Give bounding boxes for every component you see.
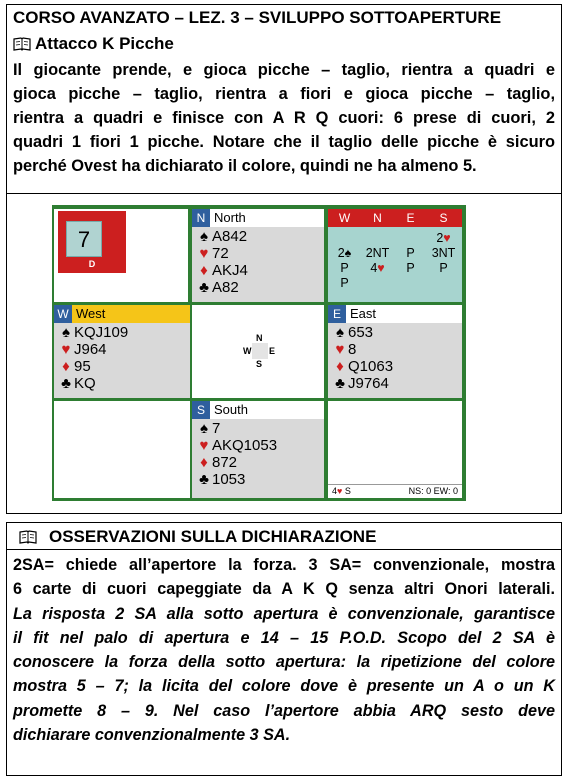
diamond-icon: ♦ [336, 358, 344, 375]
bidding-box [328, 209, 462, 302]
east-diamonds-cards: Q1063 [348, 358, 394, 375]
diamond-icon: ♦ [200, 262, 208, 279]
west-hand [54, 305, 190, 398]
result-cell [328, 401, 462, 498]
east-hand [328, 305, 462, 398]
lesson-title: CORSO AVANZATO – LEZ. 3 – SVILUPPO SOTTOAPERTURE [13, 8, 502, 27]
observation-line: mostra 5 – 7; la licita del colore dove è presente un A o un K [13, 677, 555, 696]
north-hearts [196, 245, 320, 262]
observation-line: promette 8 – 9. Nel caso l’apertore abbia ARQ sesto deve [13, 701, 555, 720]
bid-row-1 [328, 231, 462, 245]
west-diamonds [58, 358, 186, 375]
play-explanation [6, 56, 562, 194]
bid: P [340, 261, 349, 275]
lead-label: Attacco K Picche [35, 34, 174, 53]
bid-col-e: E [406, 211, 415, 225]
west-cards [54, 323, 190, 398]
heart-icon: ♥ [377, 261, 385, 275]
north-name: North [214, 210, 246, 225]
south-cards [192, 419, 324, 498]
east-name: East [350, 306, 377, 321]
bid: 2NT [365, 246, 390, 260]
heart-icon: ♥ [443, 231, 451, 245]
empty-corner [54, 401, 190, 498]
club-icon: ♣ [61, 375, 71, 392]
bid: P [406, 261, 415, 275]
bid-row-2 [328, 246, 462, 260]
north-cards [192, 227, 324, 302]
bid-col-n: N [373, 211, 382, 225]
east-diamonds [332, 358, 458, 375]
bid-row-3 [328, 261, 462, 275]
north-seat-badge: N [192, 209, 210, 227]
book-icon [13, 37, 31, 51]
book-icon [19, 530, 37, 544]
bid-level: 4 [370, 261, 378, 275]
bid-row-4 [328, 276, 462, 290]
observations-text [6, 550, 562, 776]
west-clubs [58, 375, 186, 392]
north-header [192, 209, 324, 227]
east-seat-badge: E [328, 305, 346, 323]
bid-col-s: S [439, 211, 448, 225]
table-compass [192, 305, 324, 398]
north-clubs-cards: A82 [212, 279, 239, 296]
vulnerability-indicator [58, 211, 126, 273]
south-clubs-cards: 1053 [212, 471, 246, 488]
south-hand [192, 401, 324, 498]
west-hearts-cards: J964 [74, 341, 107, 358]
west-name: West [76, 306, 106, 321]
south-diamonds-cards: 872 [212, 454, 238, 471]
result-bar [328, 484, 462, 498]
south-clubs [196, 471, 320, 488]
east-clubs [332, 375, 458, 392]
compass-e: E [269, 346, 276, 356]
bid: P [439, 261, 448, 275]
south-seat-badge: S [192, 401, 210, 419]
east-spades [332, 324, 458, 341]
observation-line: La risposta 2 SA alla sotto apertura è convenzionale, garantisce [13, 604, 555, 623]
observation-line: dichiarare convenzionalmente 3 SA. [13, 726, 291, 745]
club-icon: ♣ [335, 375, 345, 392]
north-diamonds-cards: AKJ4 [212, 262, 248, 279]
observation-line: conoscere la forza della sotto apertura: la ripetizione del colore [13, 653, 555, 672]
north-clubs [196, 279, 320, 296]
lesson-title-box [6, 4, 562, 32]
west-spades [58, 324, 186, 341]
east-header [328, 305, 462, 323]
bid [361, 261, 394, 275]
bid: 2♠ [337, 246, 352, 260]
compass-center [252, 343, 268, 359]
bid-col-w: W [338, 211, 351, 225]
explanation-line: perché Ovest ha dichiarato il colore, quindi ne ha almeno 5. [13, 157, 477, 175]
north-hand [192, 209, 324, 302]
south-header [192, 401, 324, 419]
club-icon: ♣ [199, 471, 209, 488]
north-hearts-cards: 72 [212, 245, 229, 262]
bid: P [340, 276, 349, 290]
west-spades-cards: KQJ109 [74, 324, 129, 341]
west-clubs-cards: KQ [74, 375, 96, 392]
north-diamonds [196, 262, 320, 279]
heart-icon: ♥ [335, 341, 345, 358]
spade-icon: ♠ [200, 420, 208, 437]
observation-line: 6 carte di cuori capeggiate da A K Q senza altri Onori laterali. [13, 580, 555, 599]
heart-icon: ♥ [337, 486, 343, 496]
observation-line: il fit nel palo di apertura e 14 – 15 P.O.D. Scopo del 2 SA è [13, 628, 555, 647]
diamond-icon: ♦ [62, 358, 70, 375]
south-hearts [196, 437, 320, 454]
bridge-board [52, 205, 466, 501]
spade-icon: ♠ [200, 228, 208, 245]
west-header [54, 305, 190, 323]
explanation-line: quadri 1 fiori 1 picche. Notare che il taglio delle picche è sicuro [13, 133, 555, 151]
east-spades-cards: 653 [348, 324, 374, 341]
observations-title: OSSERVAZIONI SULLA DICHIARAZIONE [49, 527, 377, 546]
final-contract [332, 486, 351, 496]
contract-level: 4 [332, 486, 338, 496]
score: NS: 0 EW: 0 [408, 486, 458, 496]
east-cards [328, 323, 462, 398]
bid: 3NT [431, 246, 456, 260]
declarer: S [344, 486, 351, 496]
east-hearts-cards: 8 [348, 341, 357, 358]
west-diamonds-cards: 95 [74, 358, 91, 375]
compass-s: S [256, 359, 263, 369]
south-name: South [214, 402, 248, 417]
club-icon: ♣ [199, 279, 209, 296]
explanation-line: rientra a quadri e finisce con A R Q cuori: 6 prese di cuori, 2 [13, 109, 555, 127]
north-spades [196, 228, 320, 245]
spade-icon: ♠ [344, 246, 352, 260]
board-number-cell [54, 209, 188, 302]
north-spades-cards: A842 [212, 228, 248, 245]
heart-icon: ♥ [61, 341, 71, 358]
south-spades-cards: 7 [212, 420, 221, 437]
heart-icon: ♥ [199, 437, 209, 454]
compass-n: N [256, 333, 263, 343]
east-clubs-cards: J9764 [348, 375, 389, 392]
heart-icon: ♥ [199, 245, 209, 262]
bidding-header [328, 209, 462, 227]
spade-icon: ♠ [62, 324, 70, 341]
diamond-icon: ♦ [200, 454, 208, 471]
observations-heading [6, 522, 562, 550]
dealer-marker: D [88, 259, 96, 269]
explanation-line: Il giocante prende, e gioca picche – taglio, rientra a quadri e [13, 61, 555, 79]
lead-heading [6, 32, 562, 56]
east-hearts [332, 341, 458, 358]
west-hearts [58, 341, 186, 358]
south-diamonds [196, 454, 320, 471]
south-hearts-cards: AKQ1053 [212, 437, 278, 454]
observation-line: 2SA= chiede all’apertore la forza. 3 SA= convenzionale, mostra [13, 556, 555, 574]
bid: 2♥ [436, 231, 451, 245]
explanation-line: gioca picche – taglio, rientra a fiori e gioca picche – taglio, [13, 85, 555, 103]
bid: P [406, 246, 415, 260]
west-seat-badge: W [54, 305, 72, 323]
compass-icon [242, 333, 278, 369]
compass-w: W [243, 346, 252, 356]
board-number: 7 [66, 221, 102, 257]
south-spades [196, 420, 320, 437]
spade-icon: ♠ [336, 324, 344, 341]
